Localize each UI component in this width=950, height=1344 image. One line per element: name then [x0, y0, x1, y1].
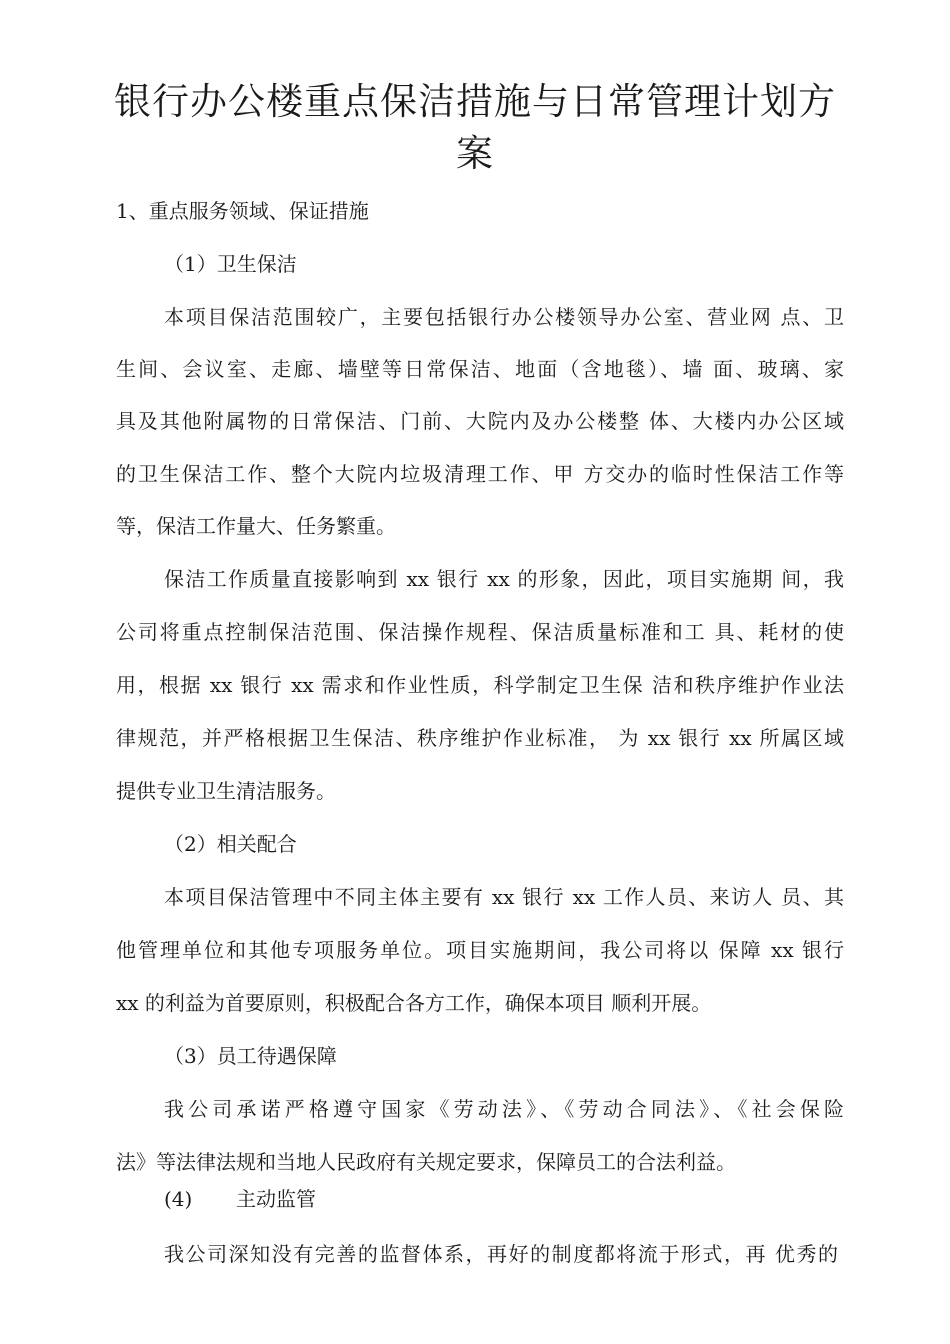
- paragraph-line: 生间、会议室、走廊、墙壁等日常保洁、地面（含地毯）、墙 面、玻璃、家: [116, 357, 844, 381]
- paragraph-line: 本项目保洁管理中不同主体主要有 xx 银行 xx 工作人员、来访人 员、其: [164, 885, 844, 909]
- paragraph-line: 他管理单位和其他专项服务单位。项目实施期间，我公司将以 保障 xx 银行: [116, 938, 844, 962]
- paragraph-line: 用，根据 xx 银行 xx 需求和作业性质，科学制定卫生保 洁和秩序维护作业法: [116, 673, 844, 697]
- paragraph-line: 法》等法律法规和当地人民政府有关规定要求，保障员工的合法利益。: [116, 1150, 736, 1174]
- paragraph-line: xx 的利益为首要原则，积极配合各方工作，确保本项目 顺利开展。: [116, 991, 712, 1015]
- paragraph-line: 本项目保洁范围较广，主要包括银行办公楼领导办公室、营业网 点、卫: [164, 305, 844, 329]
- paragraph-line: 我公司深知没有完善的监督体系，再好的制度都将流于形式，再 优秀的: [164, 1242, 838, 1266]
- paragraph-line: 公司将重点控制保洁范围、保洁操作规程、保洁质量标准和工 具、耗材的使: [116, 620, 844, 644]
- paragraph-line: 具及其他附属物的日常保洁、门前、大院内及办公楼整 体、大楼内办公区域: [116, 409, 844, 433]
- paragraph-line: 的卫生保洁工作、整个大院内垃圾清理工作、甲 方交办的临时性保洁工作等: [116, 462, 844, 486]
- paragraph-line: 我公司承诺严格遵守国家《劳动法》、《劳动合同法》、《社会保险: [164, 1097, 844, 1121]
- paragraph-line: 律规范，并严格根据卫生保洁、秩序维护作业标准， 为 xx 银行 xx 所属区域: [116, 726, 844, 750]
- paragraph-line: 保洁工作质量直接影响到 xx 银行 xx 的形象，因此，项目实施期 间，我: [164, 567, 844, 591]
- paragraph-line: 等，保洁工作量大、任务繁重。: [116, 514, 396, 538]
- subsection-2-heading: （2）相关配合: [164, 832, 297, 856]
- subsection-1-heading: （1）卫生保洁: [164, 252, 297, 276]
- section-1-heading: 1、重点服务领域、保证措施: [116, 199, 369, 223]
- subsection-3-heading: （3）员工待遇保障: [164, 1044, 337, 1068]
- document-title-line-1: 银行办公楼重点保洁措施与日常管理计划方: [114, 80, 836, 123]
- subsection-4-number: (4): [164, 1187, 193, 1211]
- paragraph-line: 提供专业卫生清洁服务。: [116, 779, 336, 803]
- subsection-4-heading: 主动监管: [236, 1187, 316, 1211]
- document-title-line-2: 案: [456, 132, 494, 175]
